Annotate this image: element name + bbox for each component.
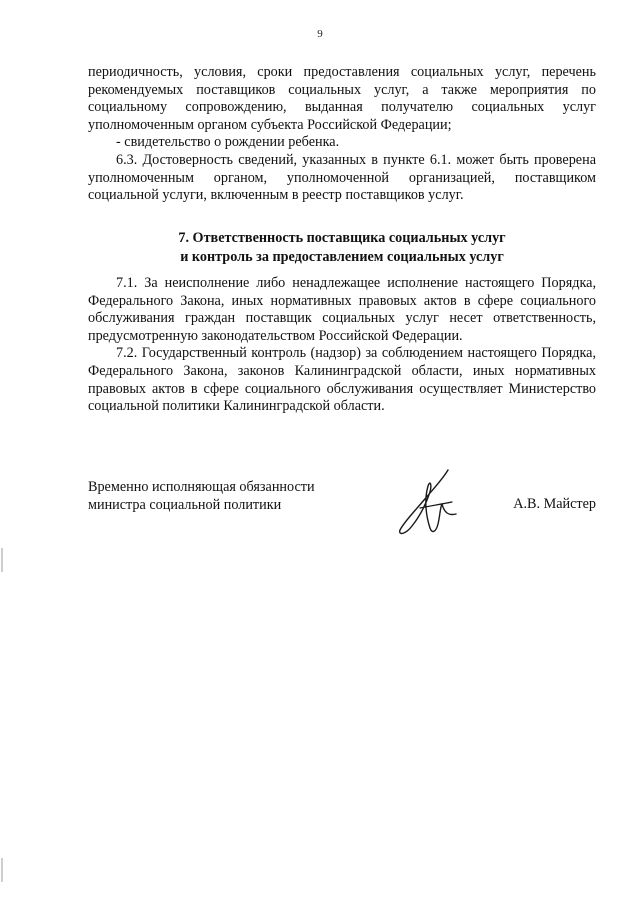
- scan-edge-mark: [1, 858, 3, 882]
- text-line: осуществляет Министерство социальной политики Калининградской: [88, 380, 597, 415]
- position-line: Временно исполняющая обязанности: [88, 479, 315, 495]
- section-7-heading: [88, 229, 596, 267]
- text-line: 7.2. Государственный контроль (надзор) за соблюдением настоящего: [116, 345, 537, 362]
- position-line: министра социальной политики: [88, 496, 282, 513]
- text-line: 7.1. За неисполнение либо ненадлежащее исполнение настоящего: [116, 275, 535, 291]
- text-line: области.: [333, 398, 385, 415]
- handwritten-signature: [390, 462, 470, 542]
- paragraph-continuation: [88, 64, 596, 134]
- scan-edge-mark: [1, 548, 3, 572]
- signatory-name: А.В. Майстер: [513, 496, 596, 512]
- paragraph-6-3: [88, 152, 596, 205]
- text-line: Порядка, Федерального Закона, законов Калининградской области, иных: [88, 345, 597, 379]
- intro-section: [88, 64, 596, 205]
- text-line: социальному сопровождению, выданная получателю социальных услуг: [88, 99, 596, 116]
- heading-line: и контроль за предоставлением социальных услуг: [180, 249, 504, 265]
- text-line: нормативных правовых актов в сфере социального обслуживания: [88, 362, 596, 397]
- text-line: Порядка, Федерального Закона, иных нормативных правовых актов в сфере: [88, 275, 596, 309]
- text-line: периодичность, условия, сроки предоставления социальных услуг, перечень: [88, 64, 596, 80]
- text-line: рекомендуемых поставщиков социальных услуг, а также мероприятия по: [88, 81, 596, 98]
- section-7-body: [88, 275, 596, 416]
- signatory-position: [88, 479, 388, 514]
- text-line: поставщиком социальной услуги, включенным в реестр поставщиков услуг.: [88, 169, 597, 204]
- text-line: ответственность, предусмотренную законодательством Российской: [88, 310, 597, 344]
- bullet-birth-certificate: - свидетельство о рождении ребенка.: [116, 134, 340, 151]
- heading-line: 7. Ответственность поставщика социальных услуг: [178, 230, 506, 246]
- page-number: 9: [317, 28, 323, 40]
- text-line: уполномоченным органом субъекта Российской Федерации;: [88, 116, 452, 133]
- text-line: 6.3. Достоверность сведений, указанных в пункте 6.1. может быть: [116, 151, 529, 168]
- paragraph-7-2: [88, 345, 596, 415]
- text-line: проверена уполномоченным органом, уполномоченной организацией,: [88, 151, 596, 186]
- text-line: Федерации.: [392, 327, 463, 344]
- text-line: социального обслуживания граждан поставщик социальных услуг несет: [88, 292, 597, 327]
- paragraph-7-1: [88, 275, 596, 345]
